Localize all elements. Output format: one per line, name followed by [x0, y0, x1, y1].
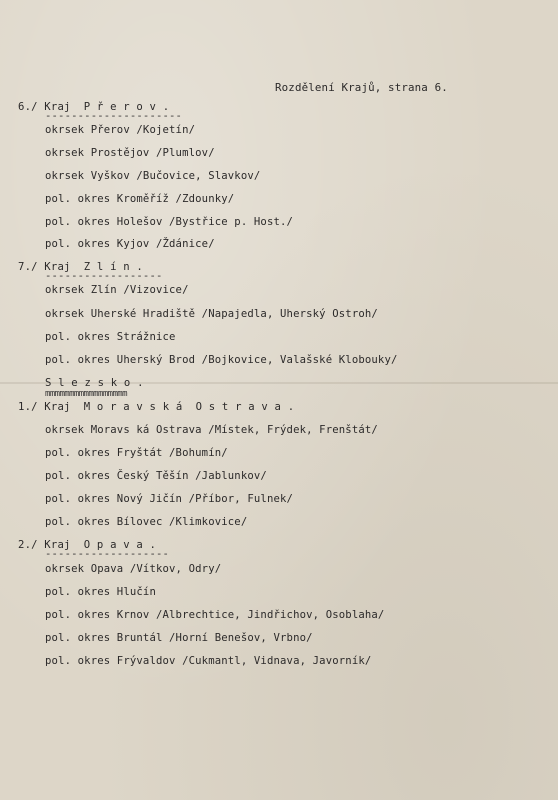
list-item: okrsek Opava /Vítkov, Odry/ — [45, 563, 222, 575]
list-item: okrsek Uherské Hradiště /Napajedla, Uherský Ostroh/ — [45, 308, 378, 320]
list-item: pol. okres Holešov /Bystřice p. Host./ — [45, 216, 294, 228]
list-item: pol. okres Fryštát /Bohumín/ — [45, 447, 228, 459]
list-item: pol. okres Kyjov /Ždánice/ — [45, 238, 215, 250]
list-item: okrsek Vyškov /Bučovice, Slavkov/ — [45, 170, 261, 182]
list-item: pol. okres Bruntál /Horní Benešov, Vrbno/ — [45, 632, 313, 644]
list-item: pol. okres Uherský Brod /Bojkovice, Valašské Klobouky/ — [45, 354, 398, 366]
section-heading-opava: 2./ Kraj O p a v a . — [18, 539, 157, 551]
heading-underline-opava: ------------------- — [45, 548, 170, 560]
section-heading-prerov: 6./ Kraj P ř e r o v . — [18, 101, 170, 113]
heading-underline-zlin: ------------------ — [45, 270, 163, 282]
list-item: pol. okres Strážnice — [45, 331, 176, 343]
list-item: okrsek Moravs ká Ostrava /Místek, Frýdek, Frenštát/ — [45, 424, 378, 436]
page-title: Rozdělení Krajů, strana 6. — [275, 81, 448, 94]
section-heading-moravska-ostrava: 1./ Kraj M o r a v s k á O s t r a v a . — [18, 401, 295, 413]
list-item: okrsek Prostějov /Plumlov/ — [45, 147, 215, 159]
list-item: pol. okres Hlučín — [45, 586, 156, 598]
list-item: pol. okres Frývaldov /Cukmantl, Vidnava, Javorník/ — [45, 655, 372, 667]
list-item: pol. okres Nový Jičín /Příbor, Fulnek/ — [45, 493, 294, 505]
section-heading-zlin: 7./ Kraj Z l í n . — [18, 261, 143, 273]
list-item: okrsek Přerov /Kojetín/ — [45, 124, 196, 136]
list-item: okrsek Zlín /Vizovice/ — [45, 284, 189, 296]
list-item: pol. okres Kroměříž /Zdounky/ — [45, 193, 235, 205]
heading-underline-slezsko: mmmmmmmmmmmmmmmmm — [45, 389, 127, 399]
list-item: pol. okres Krnov /Albrechtice, Jindřichov, Osoblaha/ — [45, 609, 385, 621]
heading-underline-prerov: --------------------- — [45, 110, 183, 122]
list-item: pol. okres Český Těšín /Jablunkov/ — [45, 470, 267, 482]
list-item: pol. okres Bílovec /Klimkovice/ — [45, 516, 248, 528]
region-heading-slezsko: S l e z s k o . — [45, 377, 144, 389]
